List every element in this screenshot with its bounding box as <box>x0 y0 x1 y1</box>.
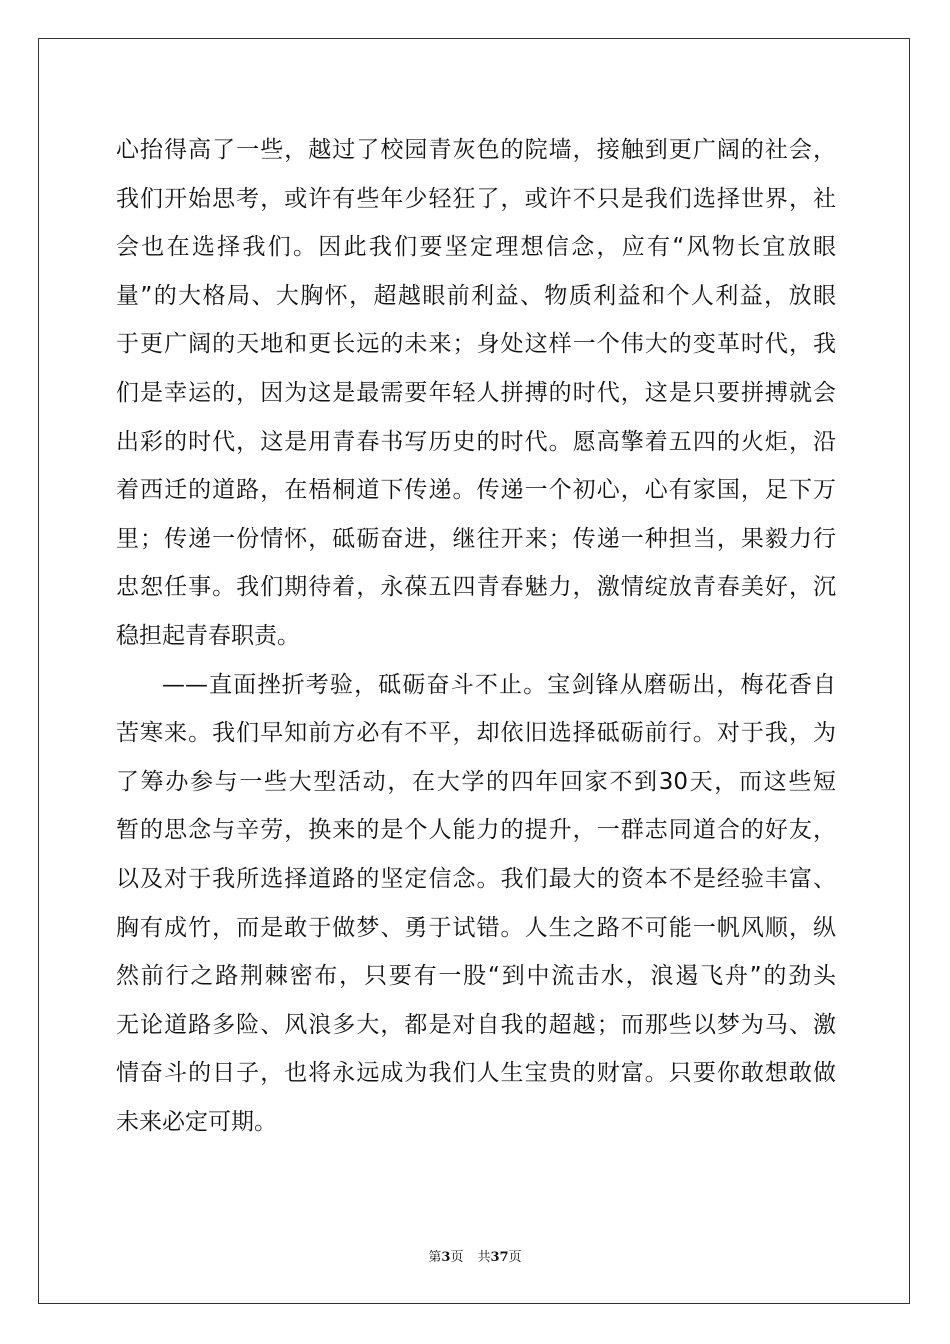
text-line: 会也在选择我们。因此我们要坚定理想信念，应有“风物长宜放眼 <box>116 234 836 261</box>
text-line: 未来必定可期。 <box>116 1108 277 1135</box>
text-line: 出彩的时代，这是用青春书写历史的时代。愿高擎着五四的火炬，沿 <box>116 428 836 455</box>
text-line: 然前行之路荆棘密布，只要有一股“到中流击水，浪遏飞舟”的劲头 <box>116 963 836 990</box>
paragraph <box>116 126 836 661</box>
page-suffix: 页 <box>450 1250 464 1265</box>
total-pages: 37 <box>490 1250 509 1265</box>
document-body <box>116 126 836 1146</box>
text-line: 稳担起青春职责。 <box>116 622 300 649</box>
text-line: 里；传递一份情怀，砥砺奋进，继往开来；传递一种担当，果毅力行 <box>116 525 836 552</box>
text-line: 忠恕任事。我们期待着，永葆五四青春魅力，激情绽放青春美好，沉 <box>116 574 836 601</box>
text-line: 情奋斗的日子，也将永远成为我们人生宝贵的财富。只要你敢想敢做 <box>116 1060 836 1087</box>
text-line: 着西迁的道路，在梧桐道下传递。传递一个初心，心有家国，足下万 <box>116 477 836 504</box>
text-line: 我们开始思考，或许有些年少轻狂了，或许不只是我们选择世界，社 <box>116 185 836 212</box>
total-suffix: 页 <box>508 1250 522 1265</box>
page-footer <box>0 1246 950 1265</box>
text-line: 无论道路多险、风浪多大，都是对自我的超越；而那些以梦为马、激 <box>116 1011 836 1038</box>
text-line: 量”的大格局、大胸怀，超越眼前利益、物质利益和个人利益，放眼 <box>116 282 836 309</box>
total-prefix: 共 <box>477 1250 491 1265</box>
text-line: 心抬得高了一些，越过了校园青灰色的院墙，接触到更广阔的社会， <box>116 137 836 163</box>
page-number: 3 <box>441 1250 451 1265</box>
text-line: 了筹办参与一些大型活动，在大学的四年回家不到30天，而这些短 <box>116 768 836 795</box>
page-prefix: 第 <box>428 1250 442 1265</box>
text-line: 暂的思念与辛劳，换来的是个人能力的提升，一群志同道合的好友， <box>116 817 836 844</box>
paragraph <box>116 661 836 1147</box>
text-line: 以及对于我所选择道路的坚定信念。我们最大的资本不是经验丰富、 <box>116 865 836 892</box>
text-line: 胸有成竹，而是敢于做梦、勇于试错。人生之路不可能一帆风顺，纵 <box>116 914 836 941</box>
text-line: 于更广阔的天地和更长远的未来；身处这样一个伟大的变革时代，我 <box>116 331 836 358</box>
text-line: 们是幸运的，因为这是最需要年轻人拼搏的时代，这是只要拼搏就会 <box>116 379 836 406</box>
text-line: 苦寒来。我们早知前方必有不平，却依旧选择砥砺前行。对于我，为 <box>116 720 836 747</box>
text-line-indented: ——直面挫折考验，砥砺奋斗不止。宝剑锋从磨砺出，梅花香自 <box>162 671 836 698</box>
